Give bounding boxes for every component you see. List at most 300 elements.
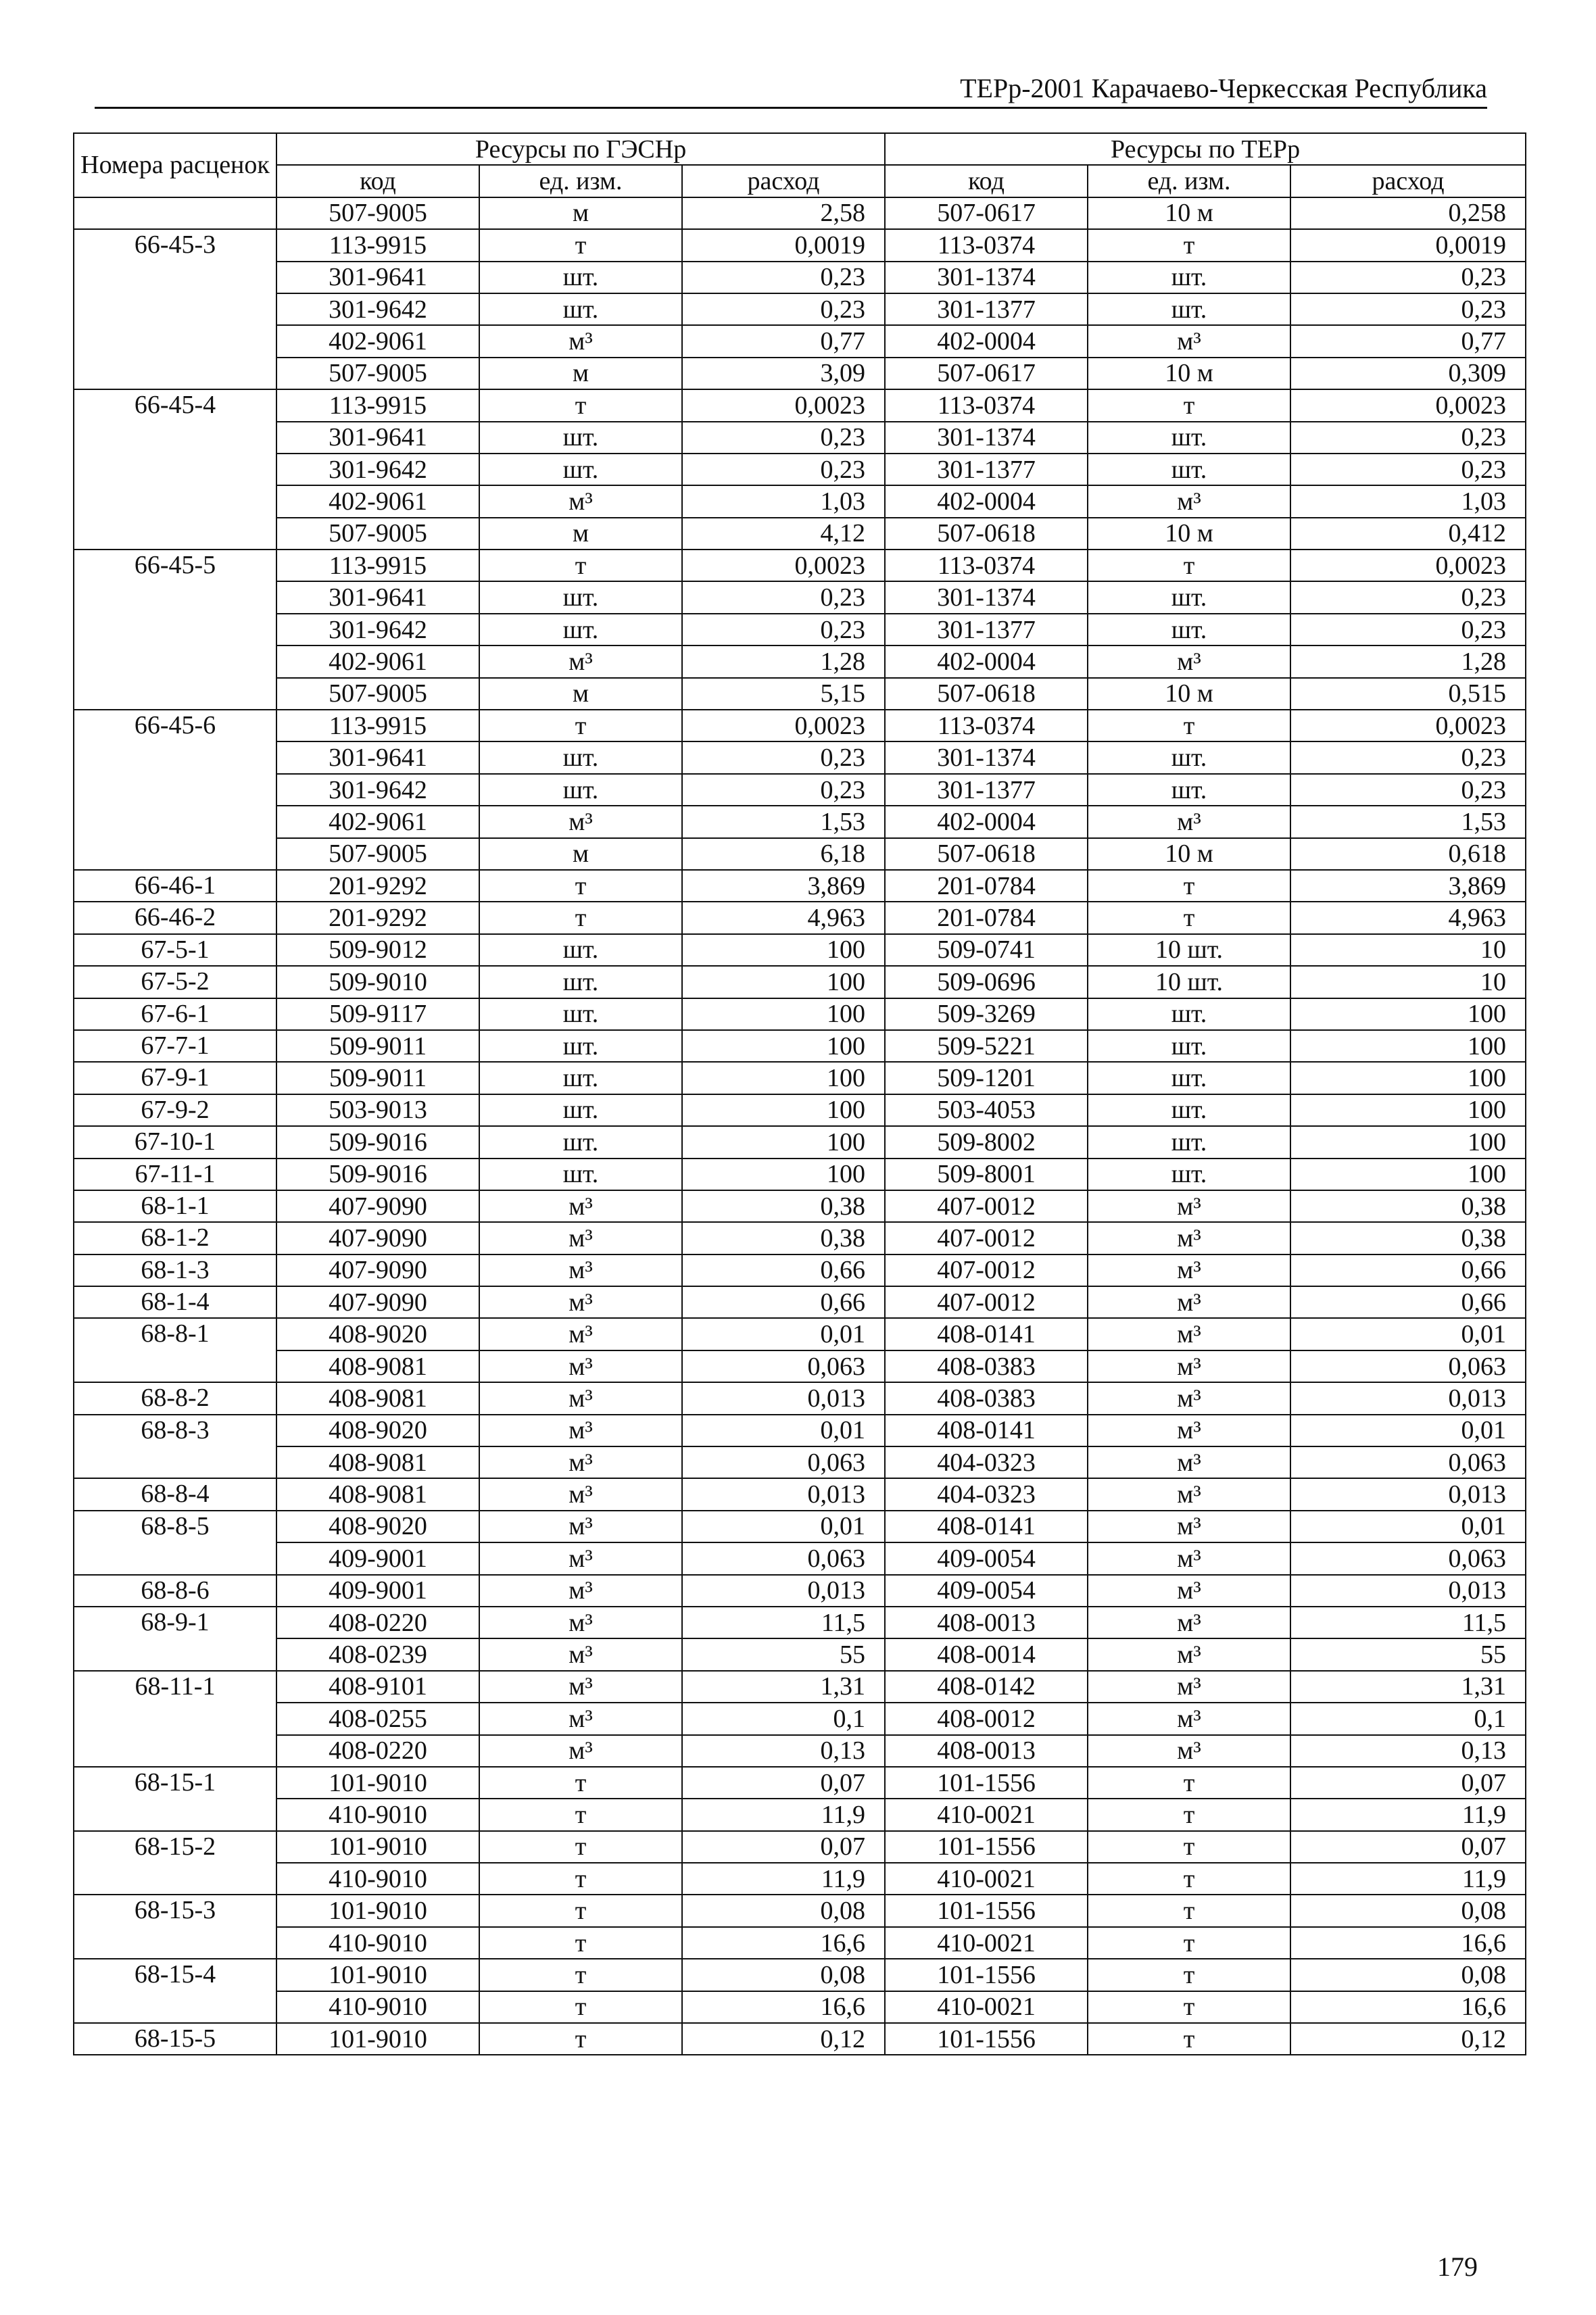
ter-unit-cell: шт. (1088, 741, 1290, 773)
ter-qty-cell: 11,5 (1290, 1607, 1526, 1638)
ter-unit-cell: 10 шт. (1088, 934, 1290, 966)
gesn-code-cell: 507-9005 (276, 358, 479, 389)
ter-code-cell: 402-0004 (885, 485, 1088, 517)
gesn-unit-cell: шт. (479, 934, 682, 966)
ter-qty-cell: 0,618 (1290, 838, 1526, 870)
table-row (74, 262, 1526, 293)
ter-qty-cell: 100 (1290, 998, 1526, 1030)
gesn-code-cell: 408-0220 (276, 1735, 479, 1767)
gesn-qty-cell: 0,013 (682, 1575, 885, 1607)
ter-code-cell: 301-1377 (885, 614, 1088, 645)
ter-unit-cell: шт. (1088, 293, 1290, 325)
ter-unit-cell: м³ (1088, 1382, 1290, 1414)
gesn-unit-cell: шт. (479, 966, 682, 998)
gesn-unit-cell: шт. (479, 741, 682, 773)
ter-code-cell: 113-0374 (885, 229, 1088, 261)
gesn-qty-cell: 16,6 (682, 1991, 885, 2023)
ter-qty-cell: 100 (1290, 1062, 1526, 1094)
ter-qty-cell: 0,08 (1290, 1959, 1526, 1991)
gesn-unit-cell: м³ (479, 325, 682, 357)
rate-number-cell: 68-1-3 (74, 1254, 276, 1286)
gesn-qty-cell: 0,38 (682, 1222, 885, 1254)
ter-code-cell: 301-1374 (885, 422, 1088, 454)
gesn-qty-cell: 100 (682, 1159, 885, 1190)
ter-qty-cell: 0,23 (1290, 741, 1526, 773)
rate-number-cell: 66-45-3 (74, 229, 276, 261)
ter-unit-cell: м³ (1088, 1735, 1290, 1767)
gesn-code-cell: 408-9020 (276, 1318, 479, 1350)
gesn-code-cell: 402-9061 (276, 485, 479, 517)
rate-number-cell: 68-1-1 (74, 1190, 276, 1222)
ter-qty-cell: 10 (1290, 966, 1526, 998)
table-row (74, 229, 1526, 261)
gesn-code-cell: 101-9010 (276, 1767, 479, 1799)
rate-number-cell: 68-8-1 (74, 1318, 276, 1350)
table-row (74, 1542, 1526, 1574)
gesn-qty-cell: 0,1 (682, 1703, 885, 1734)
ter-qty-cell: 100 (1290, 1030, 1526, 1062)
gesn-code-cell: 113-9915 (276, 229, 479, 261)
gesn-qty-cell: 100 (682, 1030, 885, 1062)
ter-unit-cell: м³ (1088, 1638, 1290, 1670)
gesn-unit-cell: м³ (479, 1735, 682, 1767)
gesn-unit-cell: шт. (479, 1159, 682, 1190)
gesn-qty-cell: 0,01 (682, 1415, 885, 1446)
header-ter-qty: расход (1290, 165, 1526, 197)
ter-code-cell: 402-0004 (885, 325, 1088, 357)
gesn-qty-cell: 3,09 (682, 358, 885, 389)
gesn-qty-cell: 11,9 (682, 1799, 885, 1830)
page-number: 179 (1437, 2251, 1478, 2282)
ter-qty-cell: 0,01 (1290, 1511, 1526, 1542)
gesn-unit-cell: м³ (479, 1190, 682, 1222)
ter-qty-cell: 0,23 (1290, 293, 1526, 325)
ter-unit-cell: т (1088, 1927, 1290, 1959)
rate-number-cell (74, 741, 276, 773)
table-row (74, 1671, 1526, 1703)
gesn-code-cell: 301-9642 (276, 293, 479, 325)
gesn-qty-cell: 6,18 (682, 838, 885, 870)
table-row (74, 1446, 1526, 1478)
ter-unit-cell: т (1088, 1799, 1290, 1830)
gesn-unit-cell: м³ (479, 1286, 682, 1318)
rate-number-cell: 68-15-5 (74, 2023, 276, 2055)
gesn-code-cell: 101-9010 (276, 2023, 479, 2055)
rate-number-cell (74, 358, 276, 389)
ter-unit-cell: м³ (1088, 1703, 1290, 1734)
rate-number-cell: 67-6-1 (74, 998, 276, 1030)
ter-unit-cell: 10 м (1088, 678, 1290, 710)
table-group-header-row (74, 133, 1526, 165)
gesn-unit-cell: шт. (479, 1030, 682, 1062)
gesn-unit-cell: т (479, 870, 682, 902)
table-row (74, 1831, 1526, 1863)
ter-code-cell: 410-0021 (885, 1991, 1088, 2023)
gesn-unit-cell: м³ (479, 1415, 682, 1446)
ter-code-cell: 301-1374 (885, 581, 1088, 613)
gesn-qty-cell: 100 (682, 1062, 885, 1094)
ter-code-cell: 113-0374 (885, 710, 1088, 741)
gesn-code-cell: 301-9641 (276, 262, 479, 293)
gesn-unit-cell: м³ (479, 1222, 682, 1254)
ter-qty-cell: 0,23 (1290, 774, 1526, 806)
gesn-qty-cell: 0,0019 (682, 229, 885, 261)
gesn-code-cell: 301-9642 (276, 774, 479, 806)
gesn-unit-cell: шт. (479, 293, 682, 325)
gesn-code-cell: 408-9081 (276, 1382, 479, 1414)
gesn-code-cell: 408-9081 (276, 1446, 479, 1478)
table-row (74, 1478, 1526, 1510)
ter-code-cell: 301-1374 (885, 741, 1088, 773)
header-ter-unit: ед. изм. (1088, 165, 1290, 197)
ter-qty-cell: 0,66 (1290, 1286, 1526, 1318)
gesn-unit-cell: т (479, 389, 682, 421)
table-row (74, 325, 1526, 357)
table-sub-header-row (74, 165, 1526, 197)
header-rate-numbers: Номера расценок (74, 133, 276, 197)
gesn-qty-cell: 100 (682, 966, 885, 998)
rate-number-cell (74, 1350, 276, 1382)
table-row (74, 2023, 1526, 2055)
table-row (74, 485, 1526, 517)
gesn-qty-cell: 16,6 (682, 1927, 885, 1959)
gesn-unit-cell: м³ (479, 1254, 682, 1286)
gesn-unit-cell: т (479, 1895, 682, 1926)
ter-qty-cell: 0,12 (1290, 2023, 1526, 2055)
gesn-code-cell: 408-0220 (276, 1607, 479, 1638)
gesn-qty-cell: 100 (682, 1094, 885, 1126)
ter-unit-cell: 10 шт. (1088, 966, 1290, 998)
table-row (74, 614, 1526, 645)
rate-number-cell: 68-8-5 (74, 1511, 276, 1542)
rate-number-cell: 67-9-1 (74, 1062, 276, 1094)
ter-qty-cell: 0,38 (1290, 1222, 1526, 1254)
table-row (74, 1190, 1526, 1222)
ter-code-cell: 507-0618 (885, 678, 1088, 710)
gesn-unit-cell: м³ (479, 1542, 682, 1574)
ter-unit-cell: м³ (1088, 485, 1290, 517)
gesn-code-cell: 410-9010 (276, 1863, 479, 1895)
gesn-qty-cell: 100 (682, 1126, 885, 1158)
header-ter-resources: Ресурсы по ТЕРр (885, 133, 1526, 165)
rate-number-cell: 67-5-1 (74, 934, 276, 966)
ter-unit-cell: м³ (1088, 645, 1290, 677)
ter-unit-cell: т (1088, 389, 1290, 421)
table-row (74, 389, 1526, 421)
ter-unit-cell: м³ (1088, 1671, 1290, 1703)
ter-unit-cell: м³ (1088, 1350, 1290, 1382)
ter-qty-cell: 0,01 (1290, 1415, 1526, 1446)
ter-qty-cell: 0,258 (1290, 197, 1526, 229)
gesn-unit-cell: шт. (479, 454, 682, 485)
ter-code-cell: 409-0054 (885, 1575, 1088, 1607)
rate-number-cell: 66-46-2 (74, 902, 276, 933)
table-row (74, 1350, 1526, 1382)
ter-unit-cell: шт. (1088, 1159, 1290, 1190)
rate-number-cell (74, 1638, 276, 1670)
gesn-code-cell: 410-9010 (276, 1927, 479, 1959)
gesn-code-cell: 409-9001 (276, 1575, 479, 1607)
gesn-qty-cell: 0,66 (682, 1254, 885, 1286)
table-body (74, 197, 1526, 2055)
ter-code-cell: 408-0142 (885, 1671, 1088, 1703)
gesn-unit-cell: т (479, 1959, 682, 1991)
ter-code-cell: 409-0054 (885, 1542, 1088, 1574)
table-row (74, 454, 1526, 485)
ter-code-cell: 402-0004 (885, 806, 1088, 837)
table-row (74, 1799, 1526, 1830)
gesn-qty-cell: 0,08 (682, 1959, 885, 1991)
gesn-unit-cell: м³ (479, 645, 682, 677)
gesn-code-cell: 408-0239 (276, 1638, 479, 1670)
ter-unit-cell: м³ (1088, 1575, 1290, 1607)
rate-number-cell (74, 1703, 276, 1734)
table-row (74, 1286, 1526, 1318)
gesn-unit-cell: т (479, 1863, 682, 1895)
gesn-unit-cell: т (479, 710, 682, 741)
ter-qty-cell: 0,063 (1290, 1446, 1526, 1478)
ter-qty-cell: 11,9 (1290, 1799, 1526, 1830)
gesn-code-cell: 407-9090 (276, 1222, 479, 1254)
gesn-code-cell: 509-9117 (276, 998, 479, 1030)
ter-code-cell: 509-3269 (885, 998, 1088, 1030)
ter-code-cell: 509-0741 (885, 934, 1088, 966)
gesn-unit-cell: м³ (479, 1703, 682, 1734)
gesn-qty-cell: 4,12 (682, 518, 885, 550)
gesn-code-cell: 407-9090 (276, 1286, 479, 1318)
rate-number-cell (74, 1542, 276, 1574)
ter-qty-cell: 1,53 (1290, 806, 1526, 837)
rate-number-cell (74, 838, 276, 870)
rate-number-cell: 68-8-2 (74, 1382, 276, 1414)
rate-number-cell (74, 293, 276, 325)
rate-number-cell: 67-10-1 (74, 1126, 276, 1158)
gesn-qty-cell: 0,07 (682, 1831, 885, 1863)
ter-unit-cell: т (1088, 870, 1290, 902)
ter-unit-cell: м³ (1088, 1190, 1290, 1222)
table-row (74, 645, 1526, 677)
ter-qty-cell: 0,0023 (1290, 389, 1526, 421)
gesn-code-cell: 201-9292 (276, 870, 479, 902)
ter-unit-cell: т (1088, 1831, 1290, 1863)
gesn-unit-cell: м³ (479, 1671, 682, 1703)
ter-qty-cell: 0,23 (1290, 614, 1526, 645)
ter-qty-cell: 0,23 (1290, 422, 1526, 454)
ter-qty-cell: 0,412 (1290, 518, 1526, 550)
gesn-code-cell: 509-9016 (276, 1126, 479, 1158)
ter-code-cell: 410-0021 (885, 1927, 1088, 1959)
ter-qty-cell: 3,869 (1290, 870, 1526, 902)
rate-number-cell (74, 1799, 276, 1830)
ter-qty-cell: 0,013 (1290, 1382, 1526, 1414)
ter-unit-cell: шт. (1088, 774, 1290, 806)
ter-code-cell: 408-0141 (885, 1511, 1088, 1542)
rate-number-cell (74, 774, 276, 806)
gesn-qty-cell: 0,38 (682, 1190, 885, 1222)
table-row (74, 741, 1526, 773)
ter-code-cell: 408-0013 (885, 1735, 1088, 1767)
ter-qty-cell: 0,063 (1290, 1542, 1526, 1574)
gesn-qty-cell: 0,23 (682, 774, 885, 806)
ter-code-cell: 503-4053 (885, 1094, 1088, 1126)
table-row (74, 1959, 1526, 1991)
ter-qty-cell: 4,963 (1290, 902, 1526, 933)
gesn-code-cell: 407-9090 (276, 1190, 479, 1222)
gesn-qty-cell: 0,66 (682, 1286, 885, 1318)
gesn-qty-cell: 0,13 (682, 1735, 885, 1767)
gesn-unit-cell: шт. (479, 1062, 682, 1094)
gesn-unit-cell: м³ (479, 1382, 682, 1414)
table-row (74, 1991, 1526, 2023)
ter-unit-cell: шт. (1088, 581, 1290, 613)
table-row (74, 1062, 1526, 1094)
gesn-unit-cell: м³ (479, 1318, 682, 1350)
gesn-qty-cell: 5,15 (682, 678, 885, 710)
gesn-code-cell: 408-9081 (276, 1350, 479, 1382)
rate-number-cell: 68-8-6 (74, 1575, 276, 1607)
table-row (74, 1735, 1526, 1767)
gesn-qty-cell: 0,063 (682, 1350, 885, 1382)
ter-code-cell: 407-0012 (885, 1190, 1088, 1222)
ter-code-cell: 101-1556 (885, 1767, 1088, 1799)
gesn-qty-cell: 0,0023 (682, 389, 885, 421)
gesn-code-cell: 301-9641 (276, 581, 479, 613)
table-row (74, 358, 1526, 389)
ter-qty-cell: 0,07 (1290, 1767, 1526, 1799)
rate-number-cell (74, 1735, 276, 1767)
gesn-qty-cell: 0,08 (682, 1895, 885, 1926)
gesn-qty-cell: 4,963 (682, 902, 885, 933)
ter-qty-cell: 100 (1290, 1159, 1526, 1190)
gesn-code-cell: 408-9020 (276, 1511, 479, 1542)
rate-number-cell (74, 1991, 276, 2023)
table-row (74, 1607, 1526, 1638)
gesn-unit-cell: шт. (479, 998, 682, 1030)
ter-qty-cell: 0,013 (1290, 1478, 1526, 1510)
table-row (74, 710, 1526, 741)
rate-number-cell: 67-11-1 (74, 1159, 276, 1190)
gesn-code-cell: 509-9011 (276, 1030, 479, 1062)
gesn-code-cell: 402-9061 (276, 806, 479, 837)
gesn-unit-cell: т (479, 229, 682, 261)
table-row (74, 1575, 1526, 1607)
gesn-code-cell: 101-9010 (276, 1895, 479, 1926)
ter-code-cell: 407-0012 (885, 1222, 1088, 1254)
ter-qty-cell: 0,063 (1290, 1350, 1526, 1382)
rate-number-cell (74, 485, 276, 517)
ter-unit-cell: 10 м (1088, 518, 1290, 550)
gesn-qty-cell: 1,53 (682, 806, 885, 837)
ter-code-cell: 407-0012 (885, 1286, 1088, 1318)
gesn-unit-cell: м³ (479, 806, 682, 837)
table-row (74, 838, 1526, 870)
gesn-unit-cell: м³ (479, 1478, 682, 1510)
rate-number-cell (74, 806, 276, 837)
ter-unit-cell: м³ (1088, 1286, 1290, 1318)
gesn-unit-cell: шт. (479, 581, 682, 613)
ter-unit-cell: 10 м (1088, 838, 1290, 870)
resource-table (73, 132, 1526, 2055)
gesn-qty-cell: 0,0023 (682, 710, 885, 741)
table-row (74, 806, 1526, 837)
table-row (74, 1094, 1526, 1126)
table-row (74, 966, 1526, 998)
gesn-qty-cell: 0,23 (682, 262, 885, 293)
table-row (74, 678, 1526, 710)
gesn-unit-cell: м (479, 197, 682, 229)
gesn-unit-cell: т (479, 902, 682, 933)
gesn-unit-cell: м (479, 358, 682, 389)
ter-code-cell: 113-0374 (885, 389, 1088, 421)
gesn-qty-cell: 100 (682, 998, 885, 1030)
ter-unit-cell: шт. (1088, 1126, 1290, 1158)
rate-number-cell (74, 518, 276, 550)
ter-unit-cell: т (1088, 902, 1290, 933)
gesn-unit-cell: т (479, 1831, 682, 1863)
gesn-code-cell: 507-9005 (276, 838, 479, 870)
gesn-code-cell: 410-9010 (276, 1799, 479, 1830)
gesn-code-cell: 408-9101 (276, 1671, 479, 1703)
ter-unit-cell: м³ (1088, 1542, 1290, 1574)
header-gesn-qty: расход (682, 165, 885, 197)
ter-code-cell: 101-1556 (885, 1831, 1088, 1863)
rate-number-cell: 66-46-1 (74, 870, 276, 902)
ter-qty-cell: 100 (1290, 1126, 1526, 1158)
gesn-qty-cell: 0,12 (682, 2023, 885, 2055)
header-gesn-unit: ед. изм. (479, 165, 682, 197)
rate-number-cell (74, 678, 276, 710)
gesn-unit-cell: т (479, 550, 682, 581)
ter-code-cell: 410-0021 (885, 1799, 1088, 1830)
ter-qty-cell: 16,6 (1290, 1991, 1526, 2023)
table-row (74, 998, 1526, 1030)
gesn-unit-cell: м (479, 678, 682, 710)
gesn-unit-cell: шт. (479, 1126, 682, 1158)
ter-code-cell: 301-1377 (885, 454, 1088, 485)
ter-code-cell: 507-0618 (885, 518, 1088, 550)
gesn-unit-cell: т (479, 1927, 682, 1959)
rate-number-cell (74, 422, 276, 454)
gesn-code-cell: 402-9061 (276, 645, 479, 677)
ter-code-cell: 301-1377 (885, 774, 1088, 806)
ter-code-cell: 509-8002 (885, 1126, 1088, 1158)
gesn-unit-cell: м³ (479, 1446, 682, 1478)
ter-qty-cell: 0,77 (1290, 325, 1526, 357)
table-row (74, 1895, 1526, 1926)
ter-qty-cell: 0,08 (1290, 1895, 1526, 1926)
gesn-qty-cell: 0,0023 (682, 550, 885, 581)
gesn-unit-cell: м³ (479, 1638, 682, 1670)
gesn-code-cell: 113-9915 (276, 550, 479, 581)
gesn-code-cell: 301-9641 (276, 422, 479, 454)
table-row (74, 1863, 1526, 1895)
rate-number-cell: 68-15-3 (74, 1895, 276, 1926)
gesn-code-cell: 101-9010 (276, 1831, 479, 1863)
ter-qty-cell: 1,31 (1290, 1671, 1526, 1703)
ter-code-cell: 201-0784 (885, 870, 1088, 902)
ter-code-cell: 101-1556 (885, 1895, 1088, 1926)
ter-code-cell: 408-0141 (885, 1415, 1088, 1446)
gesn-unit-cell: м³ (479, 1511, 682, 1542)
table-row (74, 1511, 1526, 1542)
rate-number-cell (74, 325, 276, 357)
ter-code-cell: 408-0383 (885, 1382, 1088, 1414)
ter-unit-cell: т (1088, 229, 1290, 261)
gesn-unit-cell: т (479, 1799, 682, 1830)
table-row (74, 422, 1526, 454)
rate-number-cell: 68-8-4 (74, 1478, 276, 1510)
ter-qty-cell: 0,01 (1290, 1318, 1526, 1350)
